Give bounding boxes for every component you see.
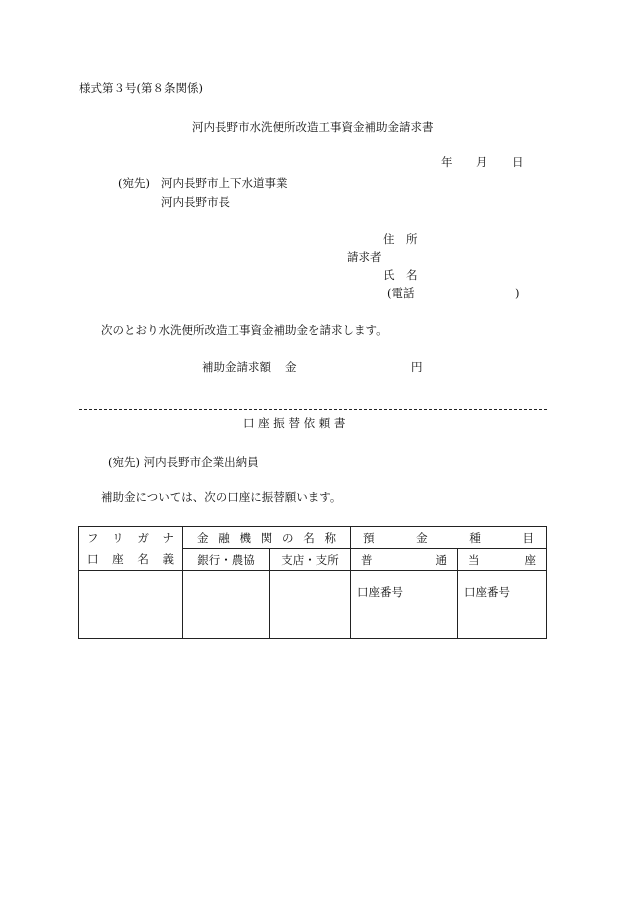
transfer-addressee: (宛先) 河内長野市企業出納員 (108, 455, 259, 469)
amount-label: 補助金請求額 (202, 360, 271, 374)
request-statement: 次のとおり水洗便所改造工事資金補助金を請求します。 (101, 323, 388, 337)
ordinary-char: 普 (361, 552, 373, 567)
bank-name-header (183, 527, 351, 549)
deposit-header-char: 目 (522, 530, 534, 545)
bank-header-char: の (282, 530, 294, 545)
date-day: 日 (512, 155, 524, 169)
account-name-char: 座 (112, 551, 124, 566)
amount-kin: 金 (285, 360, 297, 374)
current-account-number-field[interactable] (458, 571, 547, 639)
account-name-field[interactable] (79, 571, 183, 639)
ordinary-deposit-subheader (351, 549, 458, 571)
account-name-char: 名 (137, 551, 149, 566)
furigana-char: ガ (137, 530, 149, 545)
addressee-prefix: (宛先) (118, 176, 150, 190)
account-number-label: 口座番号 (464, 585, 510, 599)
current-char: 座 (524, 552, 536, 567)
account-name-char: 口 (87, 551, 99, 566)
furigana-char: リ (112, 530, 124, 545)
name-label: 氏 名 (383, 268, 418, 282)
form-number: 様式第３号(第８条関係) (79, 81, 203, 95)
phone-open: (電話 (387, 286, 415, 300)
addressee-line1: 河内長野市上下水道事業 (161, 176, 288, 190)
bank-header-char: 称 (324, 530, 336, 545)
date-year: 年 (441, 155, 453, 169)
furigana-char: ナ (162, 530, 174, 545)
bank-header-char: 名 (303, 530, 315, 545)
bank-coop-subheader: 銀行・農協 (183, 549, 270, 571)
furigana-account-name-cell (79, 527, 183, 571)
branch-subheader: 支店・支所 (270, 549, 351, 571)
bank-header-char: 融 (218, 530, 230, 545)
account-number-label: 口座番号 (357, 585, 403, 599)
branch-name-field[interactable] (270, 571, 351, 639)
page-title: 河内長野市水洗便所改造工事資金補助金請求書 (192, 120, 434, 134)
bank-header-char: 機 (239, 530, 251, 545)
bank-header-char: 金 (197, 530, 209, 545)
deposit-header-char: 預 (363, 530, 375, 545)
addressee-line2: 河内長野市長 (161, 195, 230, 209)
current-char: 当 (468, 552, 480, 567)
cut-line-divider (79, 409, 547, 410)
date-month: 月 (476, 155, 488, 169)
bank-account-table (78, 526, 547, 639)
transfer-title: 口 座 振 替 依 頼 書 (243, 416, 346, 430)
amount-yen: 円 (411, 360, 423, 374)
account-name-char: 義 (162, 551, 174, 566)
address-label: 住 所 (383, 232, 418, 246)
deposit-header-char: 種 (469, 530, 481, 545)
ordinary-char: 通 (435, 552, 447, 567)
transfer-statement: 補助金については、次の口座に振替願います。 (101, 490, 342, 504)
deposit-header-char: 金 (416, 530, 428, 545)
ordinary-account-number-field[interactable] (351, 571, 458, 639)
bank-name-field[interactable] (183, 571, 270, 639)
deposit-type-header (351, 527, 547, 549)
phone-close: ) (515, 286, 520, 300)
requester-label: 請求者 (347, 250, 382, 264)
current-deposit-subheader (458, 549, 547, 571)
furigana-char: フ (87, 530, 99, 545)
bank-header-char: 関 (260, 530, 273, 545)
